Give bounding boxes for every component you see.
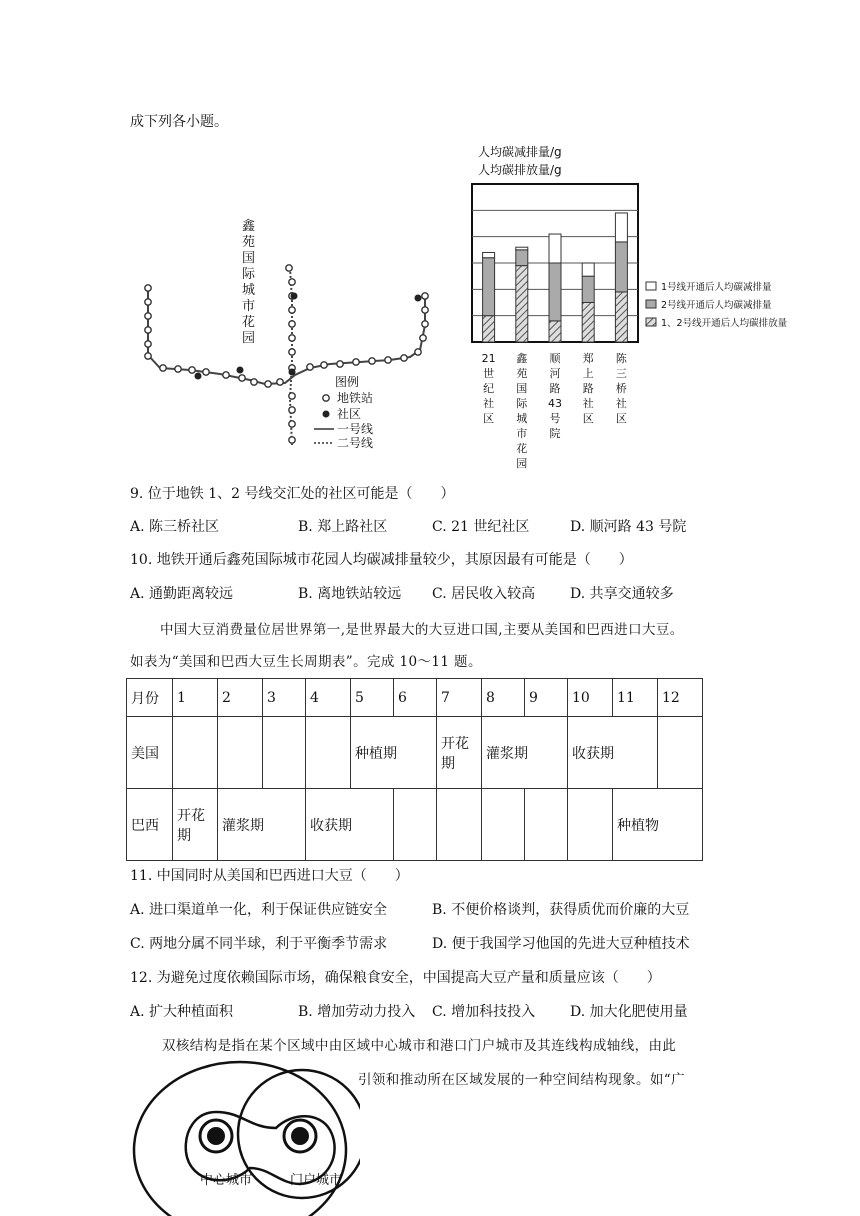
- bar-segment: [549, 263, 561, 321]
- bar-segment: [615, 292, 627, 342]
- bar-segment: [516, 250, 528, 266]
- q11-option-b[interactable]: B. 不便价格谈判，获得质优而价廉的大豆: [432, 902, 690, 918]
- q10-option-c[interactable]: C. 居民收入较高: [432, 586, 536, 602]
- map-legend: [314, 374, 373, 450]
- usa-planting: 种植期: [351, 717, 437, 789]
- q11-option-a[interactable]: A. 进口渠道单一化，利于保证供应链安全: [130, 902, 388, 918]
- q12-option-a[interactable]: A. 扩大种植面积: [130, 1004, 234, 1020]
- category-label: 21 世纪社区: [481, 352, 496, 425]
- brazil-harvest: 收获期: [306, 789, 394, 861]
- month-cell: 7: [437, 679, 482, 717]
- q12-option-c[interactable]: C. 增加科技投入: [432, 1004, 536, 1020]
- passage2-line1: 双核结构是指在某个区域中由区域中心城市和港口门户城市及其连线构成轴线，由此: [162, 1038, 677, 1054]
- q10-option-a[interactable]: A. 通勤距离较远: [130, 586, 234, 602]
- q12-option-b[interactable]: B. 增加劳动力投入: [298, 1004, 416, 1020]
- passage1-line1: 中国大豆消费量位居世界第一,是世界最大的大豆进口国,主要从美国和巴西进口大豆。: [160, 622, 684, 638]
- usa-harvest: 收获期: [568, 717, 658, 789]
- legend-entry: 1、2号线开通后人均碳排放量: [661, 318, 788, 329]
- svg-text:一号线: 一号线: [337, 422, 374, 436]
- brazil-planting: 种植物: [613, 789, 703, 861]
- brazil-filling: 灌浆期: [218, 789, 306, 861]
- legend-entry: 2号线开通后人均碳减排量: [661, 300, 772, 311]
- bar-segment: [549, 234, 561, 263]
- category-label: 顺河路 43 号院: [548, 352, 562, 440]
- dual-core-diagram: [130, 1060, 360, 1216]
- table-row-brazil: [127, 789, 703, 861]
- table-row-usa: [127, 717, 703, 789]
- table-header-row: [127, 679, 703, 717]
- month-cell: 6: [394, 679, 437, 717]
- q10-stem: 10. 地铁开通后鑫苑国际城市花园人均碳减排量较少，其原因最有可能是（ ）: [130, 552, 633, 568]
- month-cell: 4: [306, 679, 351, 717]
- q9-option-c[interactable]: C. 21 世纪社区: [432, 519, 530, 535]
- bar-segment: [483, 252, 495, 257]
- month-cell: 8: [482, 679, 525, 717]
- bar-segment: [582, 303, 594, 343]
- q12-stem: 12. 为避免过度依赖国际市场，确保粮食安全，中国提高大豆产量和质量应该（ ）: [130, 970, 661, 986]
- community-label: 鑫苑国际城市花园: [242, 219, 256, 346]
- legend-swatch: [646, 300, 656, 308]
- svg-text:社区: 社区: [337, 407, 362, 421]
- table-header-label: 月份: [127, 679, 173, 717]
- q12-option-d[interactable]: D. 加大化肥使用量: [570, 1004, 688, 1020]
- y-axis-label: 人均碳排放量/g: [478, 163, 562, 177]
- legend-swatch: [646, 318, 656, 326]
- month-cell: 10: [568, 679, 613, 717]
- q11-option-c[interactable]: C. 两地分属不同半球，利于平衡季节需求: [130, 936, 388, 952]
- intro-tail: 成下列各小题。: [130, 114, 228, 130]
- q11-option-d[interactable]: D. 便于我国学习他国的先进大豆种植技术: [432, 936, 690, 952]
- carbon-chart: [470, 140, 830, 470]
- soybean-growth-table: [126, 678, 703, 861]
- bar-segment: [615, 213, 627, 242]
- center-city-label: 中心城市: [200, 1173, 253, 1188]
- row-label-brazil: 巴西: [127, 789, 173, 861]
- svg-text:二号线: 二号线: [337, 436, 374, 450]
- q9-option-b[interactable]: B. 郑上路社区: [298, 519, 388, 535]
- q10-option-d[interactable]: D. 共享交通较多: [570, 586, 674, 602]
- bar-segment: [516, 247, 528, 250]
- month-cell: 3: [263, 679, 306, 717]
- q9-stem: 9. 位于地铁 1、2 号线交汇处的社区可能是（ ）: [130, 486, 455, 502]
- gateway-city-label: 门户城市: [290, 1173, 343, 1188]
- legend-swatch: [646, 282, 656, 290]
- q9-option-a[interactable]: A. 陈三桥社区: [130, 519, 220, 535]
- brazil-flowering: 开花期: [173, 789, 218, 861]
- month-cell: 1: [173, 679, 218, 717]
- month-cell: 12: [658, 679, 703, 717]
- usa-flowering: 开花期: [437, 717, 482, 789]
- y-axis-label: 人均碳减排量/g: [478, 145, 562, 159]
- passage1-line2: 如表为“美国和巴西大豆生长周期表”。完成 10～11 题。: [130, 654, 482, 670]
- bar-segment: [483, 316, 495, 342]
- svg-text:地铁站: 地铁站: [337, 391, 374, 405]
- q9-option-d[interactable]: D. 顺河路 43 号院: [570, 519, 687, 535]
- month-cell: 2: [218, 679, 263, 717]
- legend-entry: 1号线开通后人均碳减排量: [661, 282, 772, 293]
- line1-stations: [145, 285, 428, 387]
- passage2-line2: 引领和推动所在区域发展的一种空间结构现象。如“广: [358, 1072, 686, 1088]
- bar-segment: [615, 242, 627, 292]
- bar-segment: [549, 321, 561, 342]
- bar-segment: [516, 266, 528, 342]
- community-vertical-label: [242, 219, 256, 346]
- category-label: 鑫苑国际城市花园: [516, 352, 528, 470]
- q11-stem: 11. 中国同时从美国和巴西进口大豆（ ）: [130, 868, 409, 884]
- bar-segment: [582, 263, 594, 276]
- category-label: 郑上路社区: [582, 352, 594, 425]
- bar-segment: [582, 276, 594, 302]
- month-cell: 9: [525, 679, 568, 717]
- month-cell: 5: [351, 679, 394, 717]
- row-label-usa: 美国: [127, 717, 173, 789]
- usa-filling: 灌浆期: [482, 717, 568, 789]
- category-label: 陈三桥社区: [615, 352, 627, 425]
- q10-option-b[interactable]: B. 离地铁站较远: [298, 586, 402, 602]
- svg-text:图例: 图例: [335, 375, 360, 389]
- bar-segment: [483, 258, 495, 316]
- month-cell: 11: [613, 679, 658, 717]
- metro-map: [130, 210, 450, 470]
